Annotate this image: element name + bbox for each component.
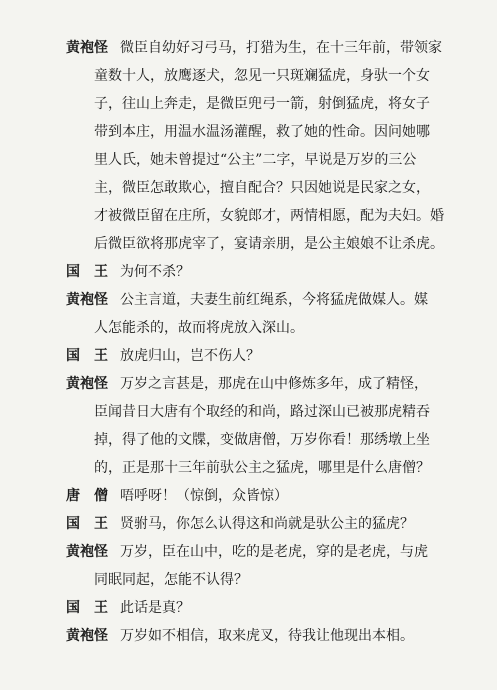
dialogue-line: 万岁如不相信，取来虎叉，待我让他现出本相。 (120, 628, 414, 644)
dialogue-line: 万岁，臣在山中，吃的是老虎，穿的是老虎，与虎 (120, 544, 428, 560)
dialogue-line: 贤驸马，你怎么认得这和尚就是驮公主的猛虎？ (120, 516, 414, 532)
dialogue-line: 放虎归山，岂不伤人？ (120, 348, 260, 364)
dialogue-line: 后微臣欲将那虎宰了，宴请亲朋，是公主娘娘不让杀虎。 (94, 236, 444, 252)
speaker-name: 国 王 (66, 516, 108, 532)
speaker-name: 黄袍怪 (66, 628, 108, 644)
dialogue-line: 子，往山上奔走，是微臣兜弓一箭，射倒猛虎，将女子 (94, 96, 430, 112)
dialogue-line: 唔呼呀！（惊倒，众皆惊） (120, 488, 288, 504)
dialogue-line: 同眠同起，怎能不认得？ (94, 572, 248, 588)
dialogue-line: 童数十人，放鹰逐犬，忽见一只斑斓猛虎，身驮一个女 (94, 68, 430, 84)
dialogue-line: 此话是真？ (120, 600, 190, 616)
dialogue-line: 公主言道，夫妻生前红绳系，今将猛虎做媒人。媒 (120, 292, 428, 308)
dialogue-line: 里人氏，她未曾提过“公主”二字，早说是万岁的三公 (94, 152, 417, 168)
dialogue-line: 为何不杀？ (120, 264, 190, 280)
dialogue-line: 掉，得了他的文牒，变做唐僧，万岁你看！那绣墩上坐 (94, 432, 430, 448)
dialogue-line: 万岁之言甚是，那虎在山中修炼多年，成了精怪， (120, 376, 428, 392)
dialogue-line: 的，正是那十三年前驮公主之猛虎，哪里是什么唐僧？ (94, 460, 430, 476)
dialogue-line: 主，微臣怎敢欺心，擅自配合？只因她说是民家之女， (94, 180, 430, 196)
speaker-name: 黄袍怪 (66, 40, 108, 56)
speaker-name: 国 王 (66, 600, 108, 616)
dialogue-line: 微臣自幼好习弓马，打猎为生，在十三年前，带领家 (120, 40, 442, 56)
speaker-name: 国 王 (66, 348, 108, 364)
dialogue-line: 臣闻昔日大唐有个取经的和尚，路过深山已被那虎精吞 (94, 404, 430, 420)
speaker-name: 黄袍怪 (66, 292, 108, 308)
dialogue-line: 才被微臣留在庄所，女貌郎才，两情相愿，配为夫妇。婚 (94, 208, 444, 224)
speaker-name: 唐 僧 (66, 488, 108, 504)
speaker-name: 黄袍怪 (66, 376, 108, 392)
dialogue-line: 人怎能杀的，故而将虎放入深山。 (94, 320, 304, 336)
speaker-name: 黄袍怪 (66, 544, 108, 560)
dialogue-line: 带到本庄，用温水温汤灌醒，救了她的性命。因问她哪 (94, 124, 430, 140)
speaker-name: 国 王 (66, 264, 108, 280)
